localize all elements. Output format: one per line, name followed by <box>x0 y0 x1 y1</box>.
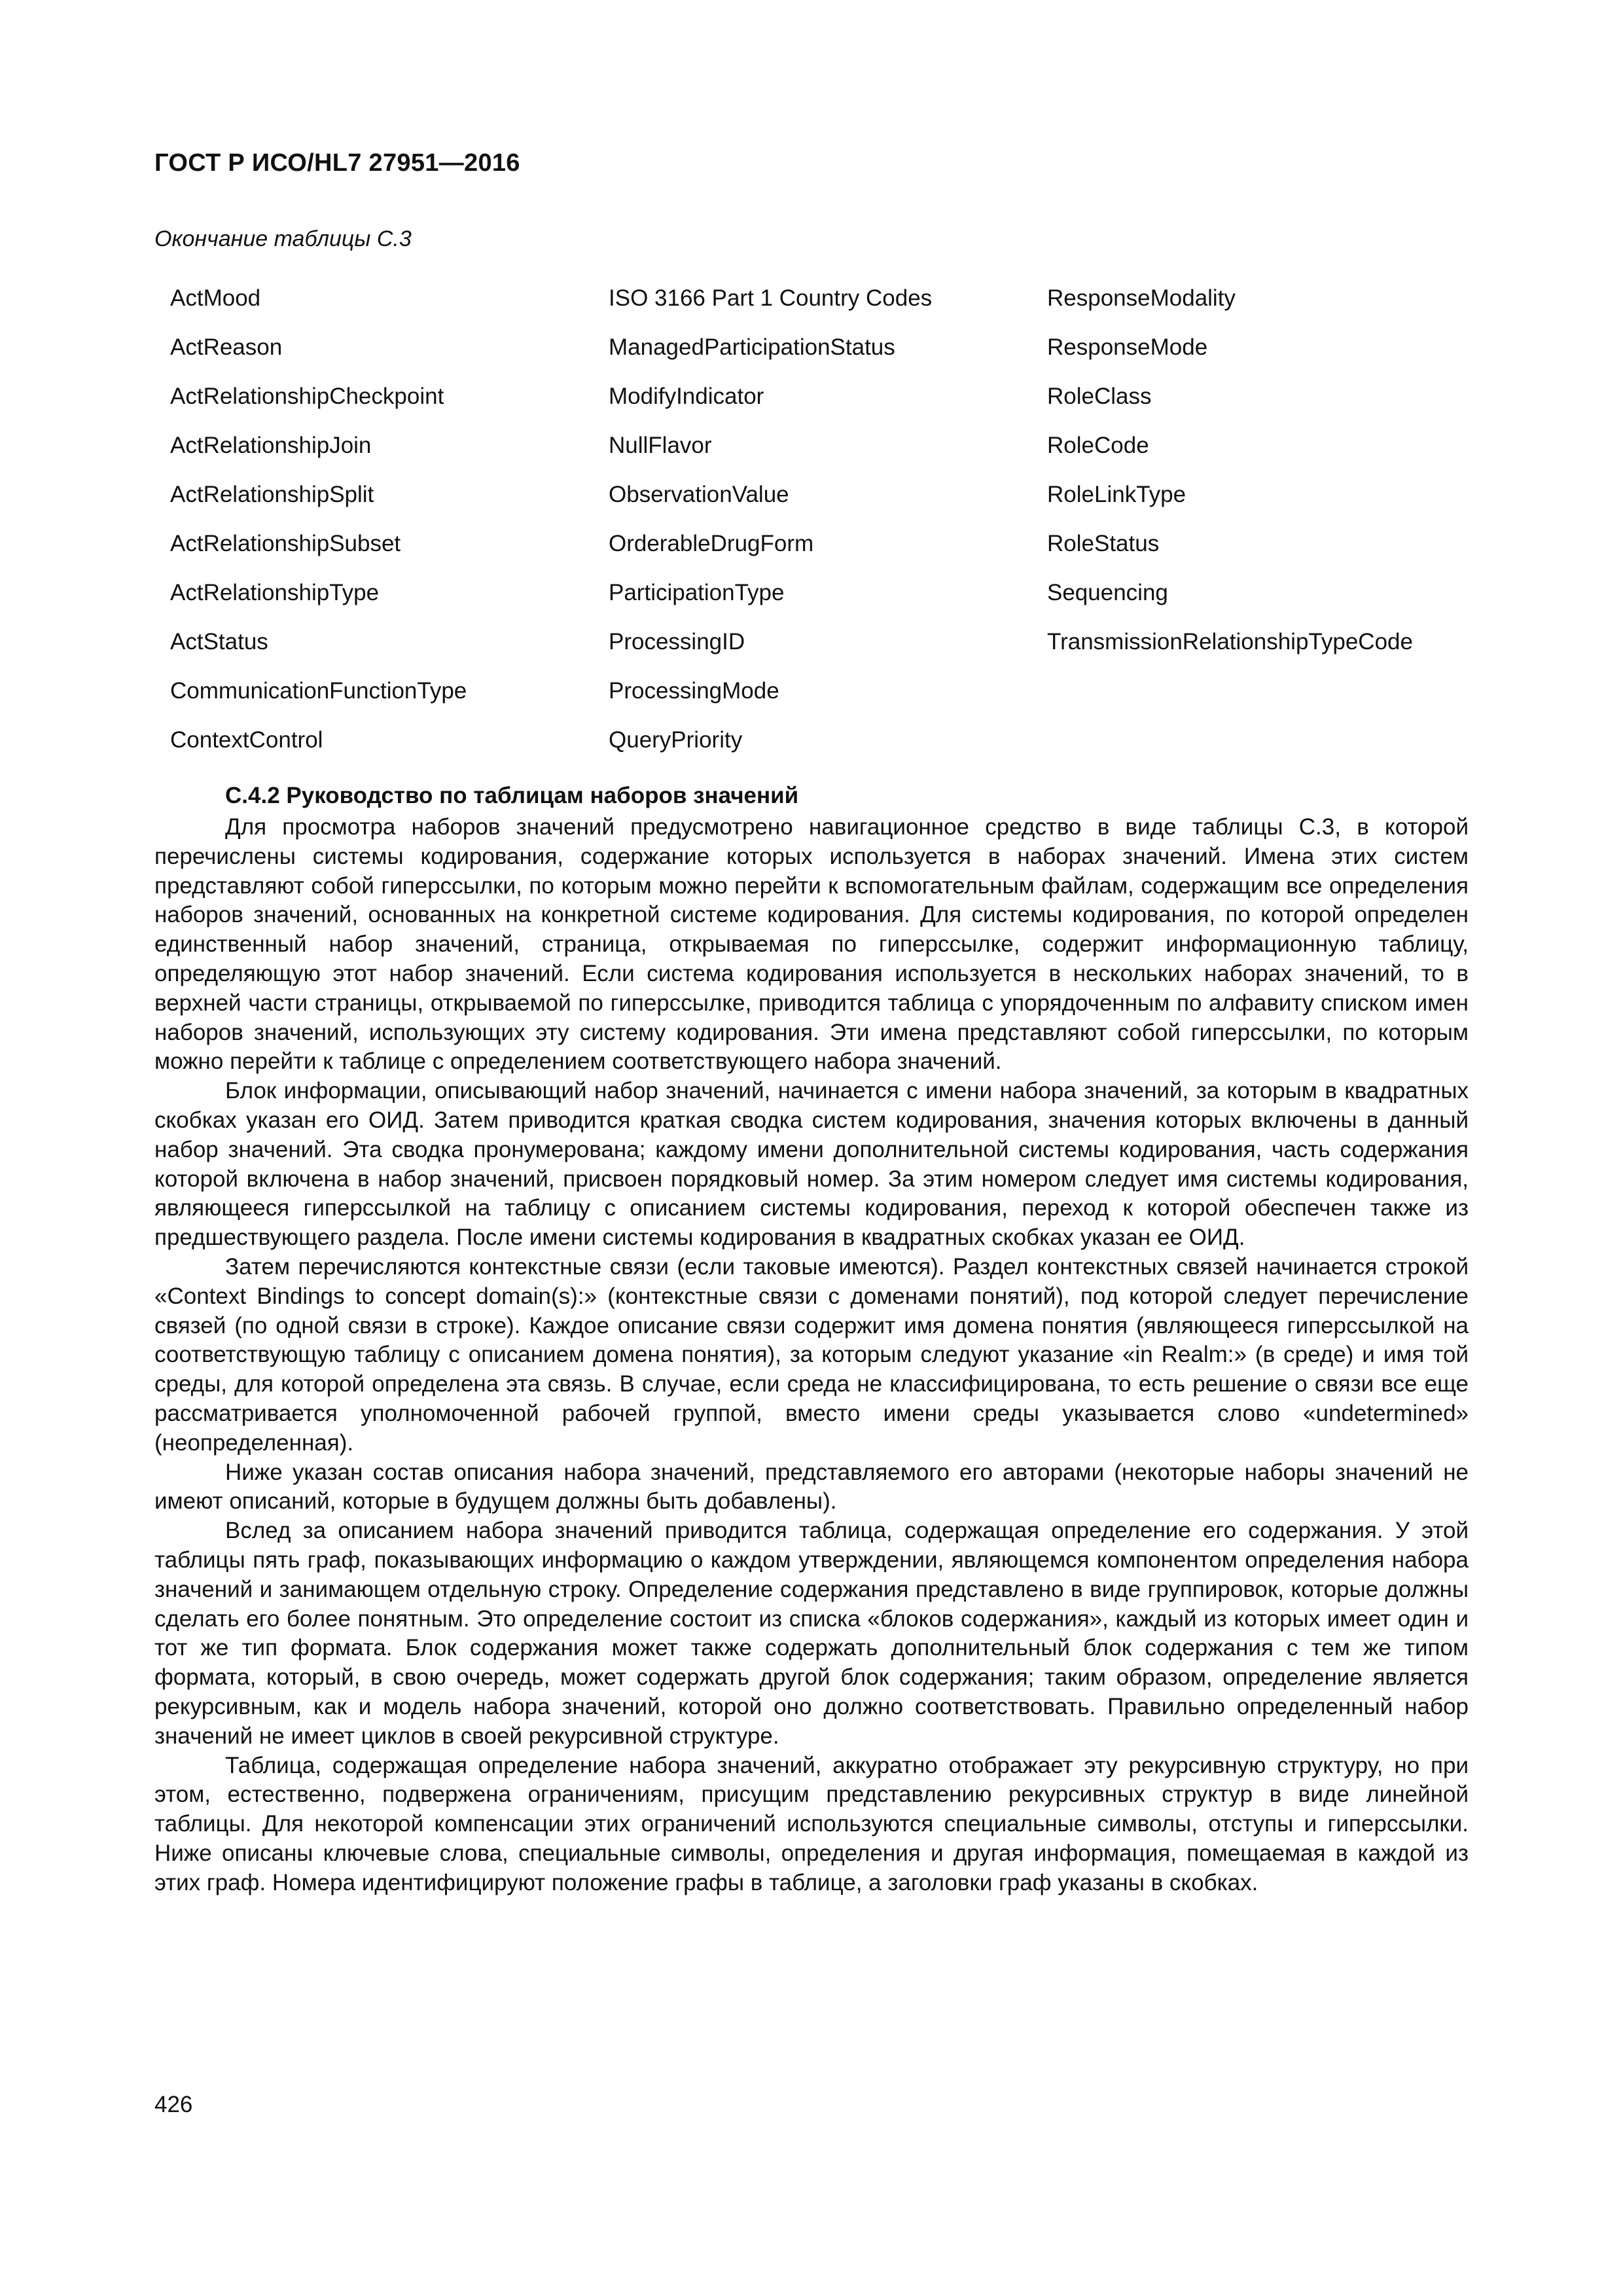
table-cell[interactable]: OrderableDrugForm <box>609 530 814 556</box>
table-row <box>154 666 1470 715</box>
paragraph: Таблица, содержащая определение набора значений, аккуратно отображает эту рекурсивную структуру, но при этом, естественно, подвержена ограничениям, присущим представлению рекурсивных структур в виде линейной таблицы. Для некоторой компенсации этих ограничений используются специальные символы, отступы и гиперссылки. Ниже описаны ключевые слова, специальные символы, определения и другая информация, помещаемая в каждой из этих граф. Номера идентифицируют положение графы в таблице, а заголовки граф указаны в скобках. <box>154 1752 1469 1895</box>
table-cell[interactable]: ParticipationType <box>609 579 785 605</box>
table-cell[interactable]: ObservationValue <box>609 481 789 507</box>
standard-header: ГОСТ Р ИСО/HL7 27951—2016 <box>154 149 520 177</box>
table-cell[interactable]: RoleClass <box>1047 383 1152 409</box>
table-cell[interactable]: ProcessingID <box>609 628 745 655</box>
table-cell <box>1031 666 1470 715</box>
table-cell[interactable]: RoleStatus <box>1047 530 1160 556</box>
table-row <box>154 372 1470 421</box>
table-row <box>154 617 1470 666</box>
table-row <box>154 715 1470 764</box>
table-cell <box>1031 715 1470 764</box>
table-row <box>154 274 1470 323</box>
table-cell[interactable]: ContextControl <box>170 726 323 753</box>
table-cell[interactable]: ISO 3166 Part 1 Country Codes <box>609 285 933 311</box>
table-cell[interactable]: ResponseModality <box>1047 285 1236 311</box>
table-row <box>154 568 1470 617</box>
paragraph: Затем перечисляются контекстные связи (если таковые имеются). Раздел контекстных связей начинается строкой «Context Bindings to concept domain(s):» (контекстные связи с доменами понятий), под которой следует перечисление связей (по одной связи в строке). Каждое описание связи содержит имя домена понятия (являющееся гиперссылкой на соответствующую таблицу с описанием домена понятия), за которым следуют указание «in Realm:» (в среде) и имя той среды, для которой определена эта связь. В случае, если среда не классифицирована, то есть решение о связи все еще рассматривается уполномоченной рабочей группой, вместо имени среды указывается слово «undetermined» (неопределенная). <box>154 1253 1469 1456</box>
table-row <box>154 470 1470 519</box>
table-cell[interactable]: TransmissionRelationshipTypeCode <box>1047 628 1413 655</box>
page-number: 426 <box>154 2092 193 2117</box>
table-row <box>154 421 1470 470</box>
table-cell[interactable]: ResponseMode <box>1047 334 1208 360</box>
table-cell[interactable]: RoleLinkType <box>1047 481 1186 507</box>
table-cell[interactable]: CommunicationFunctionType <box>170 677 467 704</box>
paragraph: Для просмотра наборов значений предусмотрено навигационное средство в виде таблицы С.3, в которой перечислены системы кодирования, содержание которых используется в наборах значений. Имена этих систем представляют собой гиперссылки, по которым можно перейти к вспомогательным файлам, содержащим все определения наборов значений, основанных на конкретной системе кодирования. Для системы кодирования, по которой определен единственный набор значений, страница, открываемая по гиперссылке, содержит информационную таблицу, определяющую этот набор значений. Если система кодирования используется в нескольких наборах значений, то в верхней части страницы, открываемой по гиперссылке, приводится таблица с упорядоченным по алфавиту списком имен наборов значений, использующих эту систему кодирования. Эти имена представляют собой гиперссылки, по которым можно перейти к таблице с определением соответствующего набора значений. <box>154 814 1469 1075</box>
section-title: С.4.2 Руководство по таблицам наборов значений <box>225 783 799 808</box>
table-cell[interactable]: RoleCode <box>1047 432 1149 458</box>
table-cell[interactable]: ActRelationshipJoin <box>170 432 372 458</box>
table-cell[interactable]: ActRelationshipCheckpoint <box>170 383 444 409</box>
paragraph: Вслед за описанием набора значений приводится таблица, содержащая определение его содержания. У этой таблицы пять граф, показывающих информацию о каждом утверждении, являющемся компонентом определения набора значений и занимающем отдельную строку. Определение содержания представлено в виде группировок, которые должны сделать его более понятным. Это определение состоит из списка «блоков содержания», каждый из которых имеет один и тот же тип формата. Блок содержания может также содержать дополнительный блок содержания с тем же типом формата, который, в свою очередь, может содержать другой блок содержания; таким образом, определение является рекурсивным, как и модель набора значений, которой оно должно соответствовать. Правильно определенный набор значений не имеет циклов в своей рекурсивной структуре. <box>154 1518 1469 1749</box>
table-cell[interactable]: ActMood <box>170 285 261 311</box>
table-cell[interactable]: ActRelationshipType <box>170 579 380 605</box>
section-body <box>154 813 1469 1897</box>
table-cell[interactable]: Sequencing <box>1047 579 1168 605</box>
table-cell[interactable]: ActRelationshipSubset <box>170 530 401 556</box>
table-cell[interactable]: ActReason <box>170 334 283 360</box>
table-cell[interactable]: ManagedParticipationStatus <box>609 334 895 360</box>
paragraph: Ниже указан состав описания набора значений, представляемого его авторами (некоторые наборы значений не имеют описаний, которые в будущем должны быть добавлены). <box>154 1459 1469 1515</box>
table-row <box>154 519 1470 568</box>
table-cell[interactable]: NullFlavor <box>609 432 712 458</box>
table-cell[interactable]: ProcessingMode <box>609 677 779 704</box>
table-cell[interactable]: ActStatus <box>170 628 268 655</box>
coding-systems-table <box>154 274 1470 764</box>
paragraph: Блок информации, описывающий набор значений, начинается с имени набора значений, за которым в квадратных скобках указан его ОИД. Затем приводится краткая сводка систем кодирования, значения которых включены в данный набор значений. Эта сводка пронумерована; каждому имени дополнительной системы кодирования, часть содержания которой включена в набор значений, присвоен порядковый номер. За этим номером следует имя системы кодирования, являющееся гиперссылкой на таблицу с описанием системы кодирования, переход к которой обеспечен также из предшествующего раздела. После имени системы кодирования в квадратных скобках указан ее ОИД. <box>154 1078 1469 1251</box>
table-caption: Окончание таблицы С.3 <box>154 226 412 251</box>
table-cell[interactable]: QueryPriority <box>609 726 743 753</box>
table-cell[interactable]: ActRelationshipSplit <box>170 481 374 507</box>
table-row <box>154 323 1470 372</box>
table-cell[interactable]: ModifyIndicator <box>609 383 764 409</box>
